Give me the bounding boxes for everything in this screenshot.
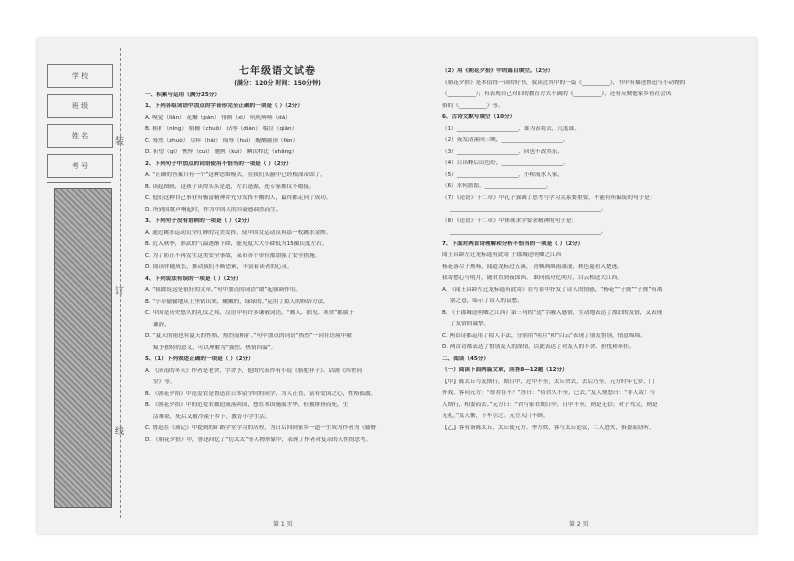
text-line: ______________________________________________________。 xyxy=(450,206,607,212)
binding-marker: 装 xyxy=(115,137,125,147)
text-line: （8）《论语》十二章》中体现求学要求精神的句子是： xyxy=(442,217,578,224)
question-heading: 5、（1）下列表述正确的一项是（ ）（2分） xyxy=(145,356,254,362)
text-line: 【甲】陈太丘与友期行，期日中，过中不至，太丘舍去，去后乃至。元方时年七岁，门 xyxy=(442,378,655,385)
hatched-binding-area xyxy=(54,188,112,508)
page-number: 第 2 页 xyxy=(569,521,589,528)
text-line: 杨花落尽子规啼，闻道龙标过五溪。 青枫飒飒雨凄凄，秋色遥看入楚迷。 xyxy=(442,263,623,270)
cut-line xyxy=(120,48,121,518)
text-line: 俗的《__________》等。 xyxy=(442,102,504,109)
text-line: B. 粗犷（nǐng） 稻穗（chuō） 玷辱（diàn） 啜泣（qiān） xyxy=(145,126,298,132)
text-line: C. 两首诗都运用了拟人手法，分别用“明月”和“白云”表现了朋友惜别，情意绵绵。 xyxy=(442,332,646,339)
name-field[interactable]: 姓 名 xyxy=(47,124,113,148)
exam-title: 七年级语文试卷 xyxy=(239,66,316,77)
school-field[interactable]: 学 校 xyxy=(47,64,113,88)
text-line: 活难堪，死后又被冷漠于乡下，教育小学生活。 xyxy=(153,413,271,420)
text-line: B. “小草偷偷地从土里钻出来，嫩嫩的，绿绿的。”运用了拟人的修辞方法。 xyxy=(145,298,329,305)
page-number: 第 1 页 xyxy=(273,521,293,528)
question-heading: （2）用《朝花夕拾》中的篇目填空。（2分） xyxy=(442,68,554,74)
exam-number-field[interactable]: 考 号 xyxy=(47,154,113,178)
text-line: B. 读起图画，这孩子读得头头是道，左右逢源，连专家都仪不暇接。 xyxy=(145,183,315,190)
question-heading: 3、下列句子没有语病的一项是（ ）（2分） xyxy=(145,218,253,224)
question-heading: 4、下列说法有误的一项是（ ）（2分） xyxy=(145,275,242,282)
text-line: 别之意，暗示了诗人的哀愁。 xyxy=(450,298,523,304)
text-line: （3）______________________，回也不改其乐。 xyxy=(442,148,564,155)
text-line: A. 通过跳水运动员全红婵的完美发挥，使中国女运动员再添一枚跳水金牌。 xyxy=(145,229,332,236)
page-1-lines xyxy=(145,92,410,449)
question-heading: 6、古诗文默写填空（10分） xyxy=(442,114,516,120)
text-line: 闻王昌龄左迁龙标遥有此寄 于郡城送明卿之江西 xyxy=(442,252,562,258)
class-field[interactable]: 班 级 xyxy=(47,94,113,118)
question-heading: 7、下面对两首诗理解和分析不恰当的一项是（ ）（2分） xyxy=(442,240,584,247)
text-line: 谦辞。 xyxy=(153,321,170,328)
divider xyxy=(47,182,111,183)
text-line: （__________）；有表现自己对旧的教育方式不满的《__________》，还有反映他家乡看社会风 xyxy=(442,91,672,97)
page-2-column xyxy=(442,50,717,436)
question-heading: 1、下列各组词语中加点的字音形完全正确的一项是（ ）（2分） xyxy=(145,103,303,109)
text-line: （5）______________________，小桥流水人家。 xyxy=(442,171,564,178)
text-line: C. 他们这种自己事业有极富精神并充分发挥不懈的人，最终都走向了成功。 xyxy=(145,195,332,201)
exam-paper xyxy=(37,38,757,534)
text-line: B. 《朝花夕拾》中的范爱农被迫流落回国，想在本国施展才华，但被排挤而死，生 xyxy=(145,402,349,408)
question-heading: 二、阅读（45分） xyxy=(442,355,489,362)
text-line: （4）日出峰后山色好，______________________。 xyxy=(442,160,569,166)
text-line: （2）夜发清溪向三峡，______________________。 xyxy=(442,137,569,143)
binding-strip xyxy=(37,58,125,518)
text-line: B. 近入秋季，彩武的气温逐渐下降，能见度大大小降低为15摄氏度左右。 xyxy=(145,241,328,247)
question-heading: （一）阅读下面两篇文章，回答8—12题（12分） xyxy=(442,367,568,373)
binding-marker: 订 xyxy=(115,287,125,297)
text-line: 了友情的诚挚。 xyxy=(450,321,490,327)
text-line: （7）《论语》十二章》中孔子强调了思考与学习关系要重要，不能有所偏废的句子是： xyxy=(442,194,656,201)
text-line: 无礼。”友人惭，下车引之。元方入门不顾。 xyxy=(442,413,549,419)
text-line: 赋予独特的意义，可以理解为“强烈、热情四溢”。 xyxy=(153,344,277,351)
question-heading: 一、积累与运用（满分25分） xyxy=(145,91,220,98)
text-line: C. 鲁迅在《琐记》中提到的矿路学堂学习的历程，为日后回到家乡一道一生成为作者为《藤野 xyxy=(145,425,377,431)
page-2-lines xyxy=(442,68,717,436)
text-line: A. 嗅觉（liǎn） 花瓣（pán） 徘徊（xì） 吭吭哧哧（dá） xyxy=(145,114,291,121)
page-1-column xyxy=(145,50,410,448)
text-line: D. “夏天的雨也有夏天的性格，热烈而粗犷。”句中加点的词语“热烈”一词在语境中被 xyxy=(145,333,352,339)
text-line: C. 中国是历史悠久的礼仪之邦，汉语中有许多谦敬词语，“郵人、拙见、寒舍”都属于 xyxy=(145,310,355,316)
text-line: A. 《济南的冬天》作者是老舍，字舍予，他的代表作有小说《骆驼祥子》、话剧《四世同 xyxy=(145,367,363,374)
text-line: 《朝花夕拾》是本值得一读的好书，我读过其中的一篇《__________》，书中有描述鲁迅与小动物的 xyxy=(442,79,686,86)
question-heading: 2、下列句子中加点的词语使用不恰当的一项是（ ）（2分） xyxy=(145,160,292,167)
text-line: （6）水何澹澹，______________________。 xyxy=(442,183,552,189)
text-line: 人期行，相委而去。”元方曰：“君与家君期日中，日中不至，则是无信；对子骂父，则是 xyxy=(442,401,658,408)
text-line: C. 蓦然（zhuó） 尽瘁（hài） 侮辱（huì） 醍醐灌顶（fèn） xyxy=(145,137,299,144)
text-line: D. 阅读伴随成长，推动我们不断思索，丰富着读者的心灵。 xyxy=(145,264,293,270)
text-line: 我寄愁心与明月，随君直到夜郎西。 谁向孤舟忆明月，白云相送大江西。 xyxy=(442,275,623,281)
text-line: D. 《朝花夕拾》中，鲁迅回忆了“衍太太”等人物形象中，表现了作者对复杂的人性的思考。 xyxy=(145,436,372,443)
text-line: A. 《闻王昌龄左迁龙标遥有此寄》在写景中抒发了诗人的情感，“杨花”“子规”“子规”有离 xyxy=(442,286,663,293)
text-line: D. 两首诗都表达了惜别友人的深情，以此表达了对友人的不舍、担忧和牵挂。 xyxy=(442,344,635,350)
text-line: 【乙】客有诣陈太丘，太丘使元方、季方炊，客与太丘论议，二人进火，俱委而窃听。 xyxy=(442,424,655,431)
text-line: ______________________________________________________。 xyxy=(450,229,607,235)
text-line: A. “正确的答案只有一个”这种思维模式，在我们头脑中已经根深蒂固了。 xyxy=(145,172,326,178)
text-line: B. 《朝花夕拾》中范爱农是鲁迅在日本留学时的同学，为人正直，富有爱国之心，性格孤傲。 xyxy=(145,390,377,397)
text-line: A. “我敢说这是很好的文章。”句中加点的词语“敢”起强调作用。 xyxy=(145,287,301,293)
exam-meta: (满分：120分 时间：150分钟) xyxy=(234,80,321,88)
text-line: C. 为了防止不再发生这类安全事故，某市各个单位都加强了安全措施。 xyxy=(145,252,321,259)
text-line: D. 祈望（qí） 憔悴（cuì） 驰骋（kuì） 鳞次栉比（shāng） xyxy=(145,149,298,155)
text-line: B. 《于郡城送明卿之江西》第三句的“送”字融入感情，生动地表达了漂泊的友情，又表现 xyxy=(442,309,663,316)
text-line: （1）______________________，谁为表将去，几度谁。 xyxy=(442,125,580,132)
binding-marker: 线 xyxy=(115,427,125,437)
text-line: 外戏。客问元方：“尊君在不？”答曰：“待君久不至，已去。”友人便怒曰：“非人哉！与 xyxy=(442,390,656,396)
text-line: 堂》等。 xyxy=(153,379,176,385)
text-line: D. 所到国歌声响起时，作为中国人的自豪感油然而生。 xyxy=(145,206,282,213)
